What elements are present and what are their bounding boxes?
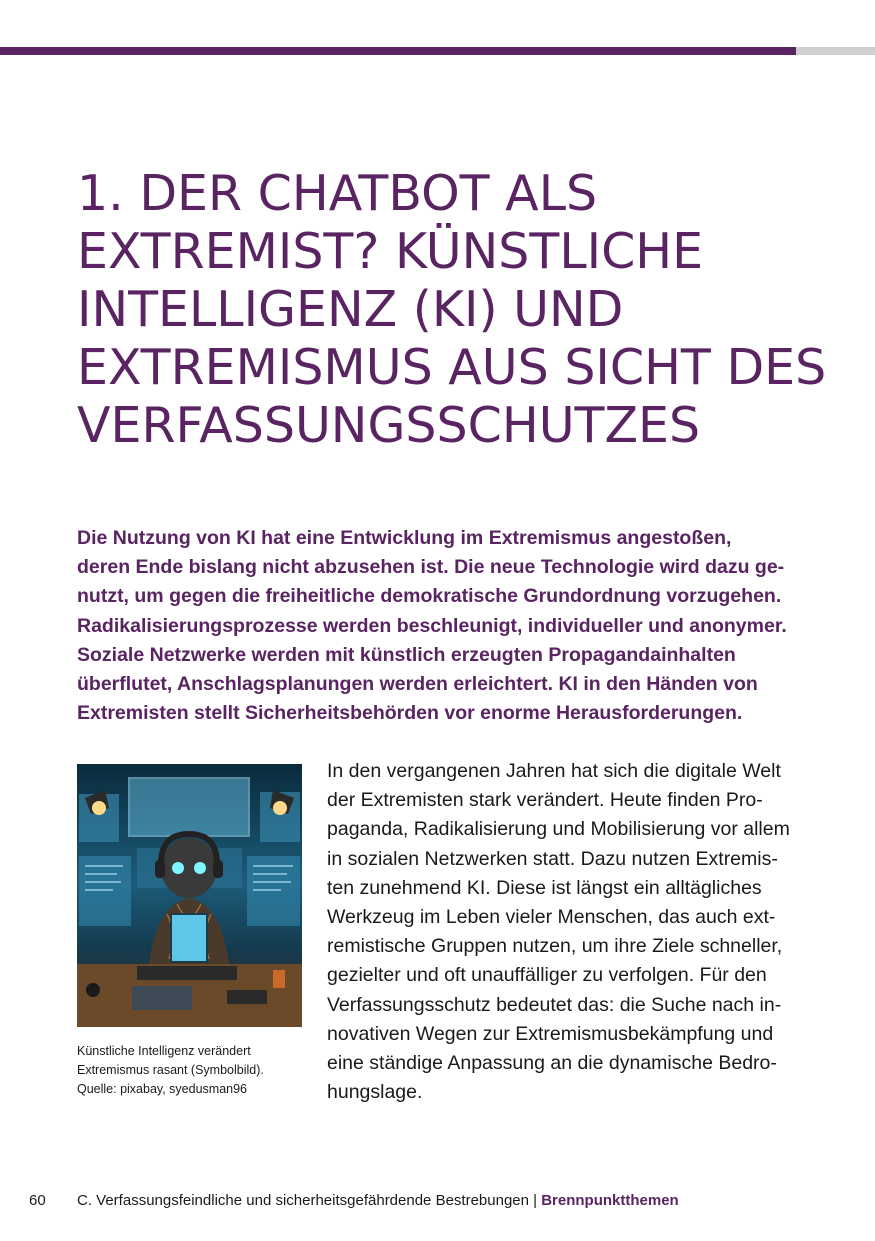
body-line: ten zunehmend KI. Diese ist längst ein alltägliches <box>327 876 762 899</box>
lead-line: Radikalisierungsprozesse werden beschleunigt, individueller und anonymer. <box>77 614 787 637</box>
caption-line: Extremismus rasant (Symbolbild). <box>77 1063 264 1077</box>
body-line: gezielter und oft unauffälliger zu verfolgen. Für den <box>327 964 767 987</box>
top-accent-bar <box>0 47 796 55</box>
title-line: 1. DER CHATBOT ALS <box>77 165 598 222</box>
top-accent-bar-gray <box>796 47 875 55</box>
title-line: EXTREMISMUS AUS SICHT DES <box>77 339 827 396</box>
title-line: EXTREMIST? KÜNSTLICHE <box>77 223 704 280</box>
page-title <box>77 165 837 455</box>
body-line: eine ständige Anpassung an die dynamische Bedro- <box>327 1052 777 1075</box>
lead-line: Die Nutzung von KI hat eine Entwicklung im Extremismus angestoßen, <box>77 527 732 549</box>
body-line: hungslage. <box>327 1081 423 1104</box>
footer-breadcrumb <box>77 1190 679 1212</box>
title-line: INTELLIGENZ (KI) UND <box>77 281 624 338</box>
body-line: novativen Wegen zur Extremismusbekämpfung und <box>327 1022 774 1045</box>
footer-chapter: C. Verfassungsfeindliche und sicherheitsgefährdende Bestrebungen | <box>77 1192 542 1209</box>
body-line: remistische Gruppen nutzen, um ihre Ziele schneller, <box>327 935 783 958</box>
lead-line: nutzt, um gegen die freiheitliche demokratische Grundordnung vorzugehen. <box>77 585 782 608</box>
article-photo <box>77 764 302 1027</box>
body-line: paganda, Radikalisierung und Mobilisierung vor allem <box>327 818 790 841</box>
title-line: VERFASSUNGSSCHUTZES <box>77 397 701 454</box>
robot-hacker-illustration <box>77 764 302 1027</box>
lead-line: Extremisten stellt Sicherheitsbehörden vor enorme Herausforderungen. <box>77 702 743 725</box>
body-line: Werkzeug im Leben vieler Menschen, das auch ext- <box>327 906 776 929</box>
body-line: in sozialen Netzwerken statt. Dazu nutzen Extremis- <box>327 847 778 870</box>
body-line: Verfassungsschutz bedeutet das: die Suche nach in- <box>327 993 782 1016</box>
lead-line: überflutet, Anschlagsplanungen werden erleichtert. KI in den Händen von <box>77 673 758 696</box>
caption-line: Quelle: pixabay, syedusman96 <box>77 1082 248 1096</box>
lead-line: Soziale Netzwerke werden mit künstlich erzeugten Propagandainhalten <box>77 643 736 666</box>
page-footer <box>0 1190 875 1212</box>
footer-section: Brennpunktthemen <box>541 1192 679 1209</box>
page-number: 60 <box>29 1192 46 1209</box>
body-line: In den vergangenen Jahren hat sich die digitale Welt <box>327 760 781 782</box>
photo-caption <box>77 1042 307 1099</box>
body-line: der Extremisten stark verändert. Heute finden Pro- <box>327 789 763 812</box>
caption-line: Künstliche Intelligenz verändert <box>77 1044 251 1058</box>
lead-paragraph <box>77 524 807 728</box>
body-paragraph <box>327 757 802 1107</box>
lead-line: deren Ende bislang nicht abzusehen ist. Die neue Technologie wird dazu ge- <box>77 556 785 579</box>
